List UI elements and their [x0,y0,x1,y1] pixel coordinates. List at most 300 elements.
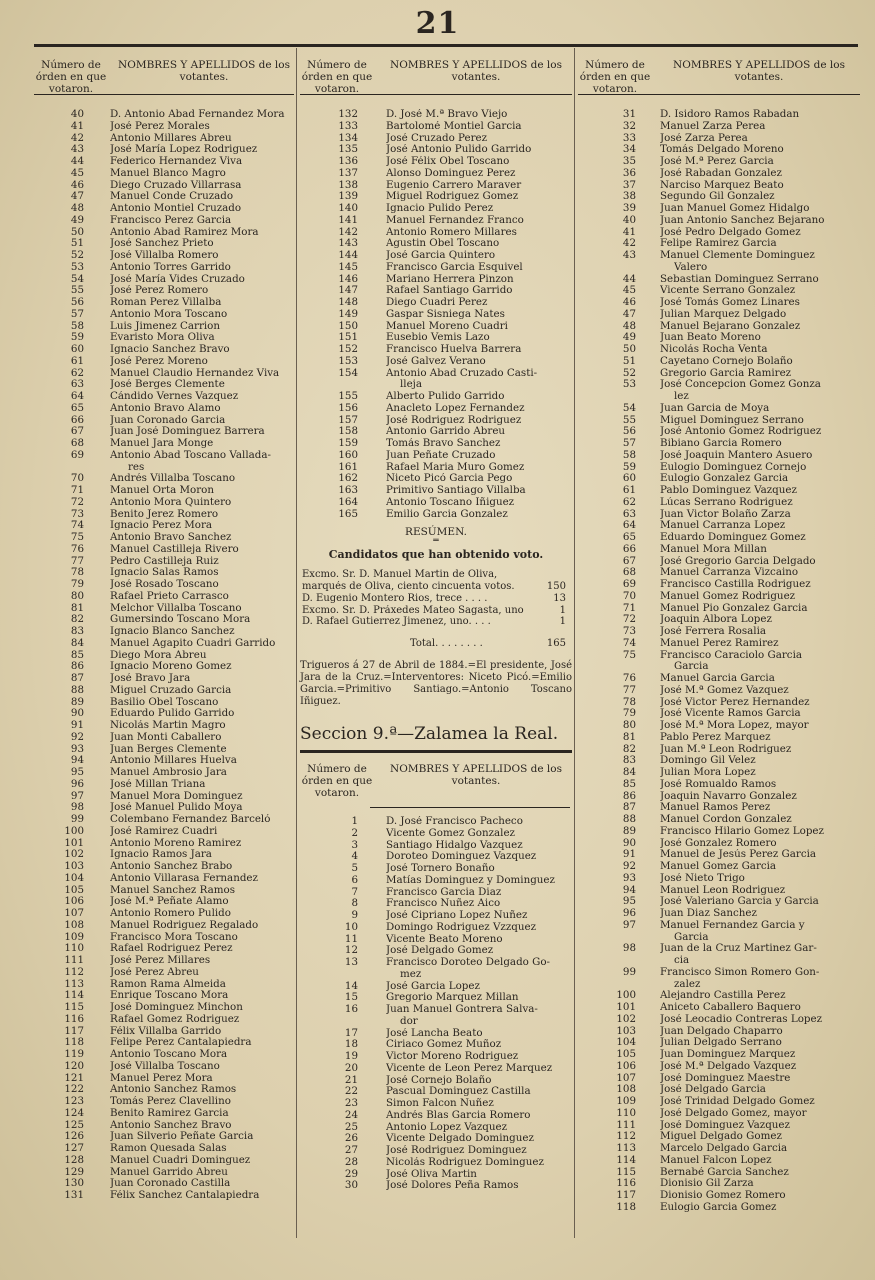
list-item [578,227,860,239]
voter-name: José Rodriguez Dominguez [386,1145,527,1156]
list-item [578,1002,860,1014]
voter-name: José Antonio Pulido Garrido [386,144,532,156]
voter-number: 66 [622,542,636,555]
voter-number: 15 [344,991,358,1004]
voter-name: José M.ª Delgado Vazquez [660,1060,797,1072]
list-item [578,1143,860,1155]
voter-number: 54 [70,272,84,285]
voter-name: Manuel Sanchez Ramos [110,884,235,896]
list-item [578,861,860,873]
voter-number: 45 [622,284,636,297]
list-item [578,814,860,826]
voter-name: Antonio Mora Quintero [110,496,232,508]
voter-number: 109 [64,930,84,943]
voter-number: 79 [622,707,636,720]
vote-count: 1 [559,616,566,628]
header-names-label: NOMBRES Y APELLIDOS de los votantes. [118,59,290,83]
voter-name: Antonio Millares Huelva [110,755,237,767]
voter-name: Juan Manuel Gontrera Salva- [386,1004,538,1015]
voter-name: Francisco Garcia Esquivel [386,261,523,273]
voter-number: 95 [622,895,636,908]
list-item [578,1061,860,1073]
voter-name: Ignacio Ramos Jara [110,849,212,861]
voter-number: 84 [70,636,84,649]
list-item [300,851,572,863]
voter-number: 74 [622,636,636,649]
voter-name: Juan Beato Moreno [660,332,761,344]
voter-number: 157 [338,413,358,426]
voter-number: 92 [70,730,84,743]
list-item [34,532,294,544]
list-item [578,203,860,215]
voter-number: 78 [70,566,84,579]
voter-number: 1 [351,815,358,827]
voter-number: 80 [70,589,84,602]
voter-number: 95 [70,766,84,778]
list-item [34,168,294,180]
voter-number: 34 [622,143,636,156]
list-item [34,156,294,168]
voter-name: Gaspar Sisniega Nates [386,308,505,320]
voter-number: 43 [70,143,84,156]
voter-name: Antonio Garrido Abreu [386,426,506,438]
voter-name: Antonio Sanchez Brabo [110,861,233,872]
voter-name: Miguel Dominguez Serrano [660,414,804,426]
voter-number: 55 [622,413,636,426]
voter-number: 4 [351,850,358,863]
voter-number: 28 [344,1155,358,1168]
voter-number: 59 [70,331,84,344]
voter-name: José M.ª Gomez Vazquez [660,684,789,696]
voter-number: 93 [70,742,84,755]
voter-number: 90 [70,707,84,720]
voter-name: José Rabadan Gonzalez [660,167,782,179]
voter-number: 98 [622,942,636,955]
voter-number: 46 [622,296,636,308]
voter-name: Ignacio Moreno Gomez [110,661,232,673]
list-item [34,779,294,791]
voter-number: 116 [64,1012,84,1025]
voter-name: Manuel Conde Cruzado [110,191,234,203]
voter-name: Rafael Gomez Rodriguez [110,1013,240,1025]
list-item [300,910,572,922]
list-item [578,215,860,227]
voter-name: Francisco Mora Toscano [110,931,238,943]
voter-name: Francisco Simon Romero Gon- [660,966,820,978]
voter-number: 47 [622,307,636,320]
resumen-divider: ═ [433,536,439,547]
voter-number: 62 [70,366,84,379]
voter-name: Antonio Abad Toscano Vallada- [110,449,271,461]
list-item [300,497,572,509]
list-item [34,638,294,650]
voter-name: José Villalba Romero [110,250,219,261]
list-item [300,1075,572,1087]
voter-name: Manuel Pio Gonzalez Garcia [660,602,808,614]
voter-name: Juan Coronado Garcia [110,414,226,426]
list-item [34,544,294,556]
voter-number: 101 [64,836,84,849]
voter-name: José Gregorio Garcia Delgado [660,555,816,567]
list-item [34,673,294,685]
voter-name: D. José Francisco Pacheco [386,816,523,827]
voter-name: D. Antonio Abad Fernandez Mora [110,109,285,120]
voter-name: Juan Garcia de Moya [660,402,770,414]
voter-number: 39 [622,202,636,214]
voter-number: 100 [616,989,636,1002]
voter-name: José Victor Perez Hernandez [660,696,810,708]
voter-number: 89 [70,695,84,708]
header-names-label: NOMBRES Y APELLIDOS de los votantes. [673,59,845,83]
voter-number: 146 [338,272,358,285]
voter-number: 58 [622,448,636,461]
voter-number: 52 [70,249,84,261]
voter-name: Manuel Carranza Vizcaino [660,567,799,579]
voter-number: 13 [344,956,358,968]
voter-number: 130 [64,1177,84,1190]
voter-name: José Nieto Trigo [660,872,745,884]
voter-name: José Oliva Martin [386,1168,477,1180]
voter-name: Garcia [674,931,709,943]
voter-name: Antonio Toscano Iñiguez [386,496,515,508]
list-item [300,450,572,462]
voter-name: Manuel Jara Monge [110,438,214,449]
voter-name: Matías Dominguez y Dominguez [386,874,555,886]
list-item [34,215,294,227]
voter-number: 139 [338,190,358,203]
voter-number: 148 [338,296,358,308]
voter-number: 60 [70,343,84,355]
vote-count: 150 [546,581,566,592]
voter-name: Mariano Herrera Pinzon [386,273,514,285]
list-item [578,309,860,321]
voter-number: 103 [616,1024,636,1037]
voter-name: Pablo Perez Marquez [660,731,771,743]
voter-name: Segundo Gil Gonzalez [660,191,775,203]
list-item [578,121,860,133]
list-item [300,1004,572,1016]
voter-name: cia [674,955,690,966]
voter-number: 16 [344,1003,358,1015]
voter-name: Antonio Mora Toscano [110,308,228,320]
list-item [34,626,294,638]
voter-number: 69 [70,448,84,461]
list-item [34,1049,294,1061]
list-item [578,744,860,756]
voter-number: 65 [70,401,84,414]
list-item [578,967,860,979]
voter-number: 101 [616,1001,636,1013]
voter-name: Antonio Bravo Sanchez [110,532,232,543]
voter-name: Alberto Pulido Garrido [386,391,505,402]
voter-name: Diego Mora Abreu [110,649,207,661]
list-item [578,356,860,368]
list-item [578,908,860,920]
voter-name: Manuel Blanco Magro [110,167,226,179]
voter-number: 38 [622,190,636,203]
voter-number: 115 [64,1001,84,1013]
list-item [578,920,860,932]
voter-number: 124 [64,1106,84,1119]
list-item [300,509,572,521]
list-item [578,650,860,662]
voter-number: 112 [616,1130,636,1143]
voter-name: Melchor Villalba Toscano [110,602,242,614]
voter-name: José Ramirez Cuadri [110,825,218,837]
voter-number: 63 [70,378,84,391]
voter-number: 47 [70,190,84,203]
voter-name: Antonio Sanchez Bravo [110,1119,232,1131]
voter-name: Vicente Delgado Dominguez [386,1133,534,1145]
voter-number: 14 [344,979,358,992]
voter-number: 85 [622,777,636,790]
voter-number: 67 [622,554,636,567]
vote-line [300,605,572,617]
section-title: Seccion 9.ª—Zalamea la Real. [300,724,559,744]
list-item [34,873,294,885]
voter-name: Antonio Moreno Ramirez [110,837,242,849]
voter-number: 114 [64,989,84,1002]
voter-number: 90 [622,836,636,849]
voter-name: Antonio Montiel Cruzado [110,203,242,214]
voter-name: Francisco Caraciolo Garcia [660,649,803,661]
voter-name: Antonio Romero Pulido [110,908,231,919]
voter-number: 152 [338,343,358,355]
voter-name: Dionisio Gil Zarza [660,1178,754,1190]
voter-number: 50 [70,225,84,238]
list-item [300,898,572,910]
vote-text: Excmo. Sr. D. Manuel Martin de Oliva, [302,569,498,581]
voter-name: dor [400,1015,418,1027]
list-item [578,673,860,685]
voter-name: Pascual Dominguez Castilla [386,1086,531,1098]
voter-name: José Concepcion Gomez Gonza [660,379,821,391]
voter-name: Nicolás Martin Magro [110,720,226,731]
section-rule [300,750,572,753]
voter-number: 161 [338,460,358,473]
voter-name: Manuel Mora Dominguez [110,790,243,802]
list-item [300,368,572,380]
voter-number: 67 [70,425,84,438]
voter-name: Juan Diaz Sanchez [660,908,757,919]
list-item [578,567,860,579]
list-item [34,920,294,932]
list-item-continuation [578,955,860,967]
header-number-label: Número de órden en que votaron. [35,59,107,95]
voter-number: 102 [616,1012,636,1025]
voter-name: Nicolás Rodriguez Dominguez [386,1156,544,1168]
voter-number: 41 [622,225,636,238]
list-item [578,344,860,356]
list-item [300,438,572,450]
voter-name: José María Vides Cruzado [110,273,245,285]
voter-number: 42 [70,131,84,144]
voter-name: Miguel Rodriguez Gomez [386,191,519,203]
list-item [300,1122,572,1134]
vote-text: D. Eugenio Montero Rios, trece . . . . [302,592,488,604]
voter-name: Eulogio Gonzalez Garcia [660,473,789,485]
list-item [578,297,860,309]
voter-name: José Galvez Verano [386,355,486,367]
voter-number: 53 [622,378,636,391]
voter-number: 153 [338,354,358,367]
voter-number: 128 [64,1153,84,1166]
list-item [578,603,860,615]
voter-name: Antonio Romero Millares [386,226,517,238]
list-item [578,520,860,532]
voter-name: Felipe Perez Cantalapiedra [110,1037,252,1049]
voter-name: José Cipriano Lopez Nuñez [386,910,528,921]
voter-number: 22 [344,1085,358,1098]
list-item [34,1096,294,1108]
voter-name: José Garcia Lopez [386,980,480,992]
list-item [300,945,572,957]
voter-number: 19 [344,1050,358,1062]
voter-name: Colembano Fernandez Barceló [110,814,271,825]
voter-name: Rafael Prieto Carrasco [110,590,229,602]
voter-number: 44 [70,155,84,167]
voter-number: 151 [338,331,358,344]
voter-number: 99 [70,813,84,825]
voter-number: 70 [622,589,636,602]
list-item [300,1133,572,1145]
voter-name: Manuel Agapito Cuadri Garrido [110,637,276,649]
voter-number: 120 [64,1059,84,1072]
voter-number: 69 [622,578,636,590]
voter-name: Manuel Castilleja Rivero [110,543,239,555]
voter-name: Juan de la Cruz Martinez Gar- [660,943,817,955]
voter-name: Anacleto Lopez Fernandez [386,402,525,414]
list-item [578,168,860,180]
voter-name: Aniceto Caballero Baquero [660,1002,801,1013]
list-item [34,344,294,356]
voter-name: Gumersindo Toscano Mora [110,614,251,626]
voter-name: Eduardo Dominguez Gomez [660,532,806,543]
voter-number: 102 [64,848,84,861]
voter-list [34,109,294,1202]
voter-name: Enrique Toscano Mora [110,990,229,1002]
list-item [578,779,860,791]
section-header [300,763,572,807]
list-item [578,426,860,438]
list-item [578,591,860,603]
voter-name: Ignacio Salas Ramos [110,567,219,579]
voter-name: Santiago Hidalgo Vazquez [386,839,523,851]
voter-name: Julian Mora Lopez [660,767,756,778]
voter-name: Rafael Rodriguez Perez [110,943,233,955]
voter-name: Diego Cuadri Perez [386,297,488,308]
voter-number: 74 [70,519,84,532]
list-item-continuation [300,1016,572,1028]
voter-name: Juan Silverio Peñate Garcia [110,1131,254,1143]
voter-name: José Romualdo Ramos [660,778,777,790]
voter-number: 88 [622,813,636,825]
voter-number: 64 [70,390,84,402]
voter-number: 121 [64,1071,84,1084]
voter-number: 164 [338,495,358,508]
voter-name: Julian Delgado Serrano [660,1037,782,1049]
voter-name: Manuel Ambrosio Jara [110,767,227,778]
voter-number: 72 [70,495,84,508]
voter-name: José Perez Romero [110,285,209,297]
voter-name: Juan Manuel Gomez Hidalgo [660,203,810,214]
voter-number: 56 [622,425,636,438]
voter-number: 142 [338,225,358,238]
voter-name: José Valeriano Garcia y Garcia [660,896,819,908]
voter-name: Antonio Sanchez Ramos [110,1084,237,1096]
voter-number: 145 [338,260,358,273]
header-rule [370,807,570,808]
list-item [578,191,860,203]
list-item [300,863,572,875]
list-item [578,509,860,521]
voter-number: 111 [64,954,84,966]
voter-number: 100 [64,824,84,837]
voter-name: José Garcia Quintero [386,250,496,261]
voter-name: Francisco Nuñez Aico [386,898,501,910]
voter-name: Manuel Garcia Garcia [660,673,775,684]
top-rule [34,44,858,47]
voter-name: Ramon Rama Almeida [110,978,226,990]
list-item [578,720,860,732]
vote-line [300,593,572,605]
voter-number: 125 [64,1118,84,1131]
list-item [578,697,860,709]
voter-name: Luis Jimenez Carrion [110,320,221,332]
list-item [578,626,860,638]
voter-name: Juan Monti Caballero [110,731,222,743]
voter-number: 93 [622,871,636,884]
voter-name: José Antonio Gomez Rodriguez [660,426,822,438]
list-item [578,532,860,544]
voter-name: Manuel Perez Mora [110,1072,213,1084]
vote-count: 1 [559,604,566,616]
list-item [578,285,860,297]
voter-number: 113 [616,1142,636,1154]
list-item [34,767,294,779]
list-item [300,121,572,133]
voter-name: José Dolores Peña Ramos [386,1180,519,1192]
voter-name: Simon Falcon Nuñez [386,1098,494,1109]
list-item [300,156,572,168]
voter-name: Basilio Obel Toscano [110,696,219,708]
voter-name: Nicolás Rocha Venta [660,344,768,355]
voter-name: José Ferrera Rosalia [660,626,767,637]
voter-name: José Gonzalez Romero [660,837,777,849]
voter-name: José Delgado Gomez, mayor [660,1107,807,1119]
voter-number: 143 [338,237,358,250]
voter-number: 31 [622,108,636,120]
voter-name: Dionisio Gomez Romero [660,1190,786,1201]
voter-name: José Millan Triana [110,778,206,790]
voter-name: José Rosado Toscano [110,579,219,590]
voter-name: Francisco Garcia Diaz [386,886,502,898]
voter-number: 110 [64,942,84,955]
voter-name: Manuel Garrido Abreu [110,1166,228,1178]
voter-name: Benito Jerez Romero [110,508,219,520]
voter-list [578,109,860,1214]
vote-text: marqués de Oliva, ciento cincuenta votos. [302,581,515,592]
voter-name: Joaquin Albora Lopez [660,614,772,626]
voter-number: 155 [338,390,358,402]
voter-number: 44 [622,272,636,285]
voter-number: 56 [70,296,84,308]
list-item [34,908,294,920]
list-item [578,462,860,474]
list-item [300,356,572,368]
voter-number: 86 [622,789,636,802]
voter-number: 127 [64,1142,84,1154]
